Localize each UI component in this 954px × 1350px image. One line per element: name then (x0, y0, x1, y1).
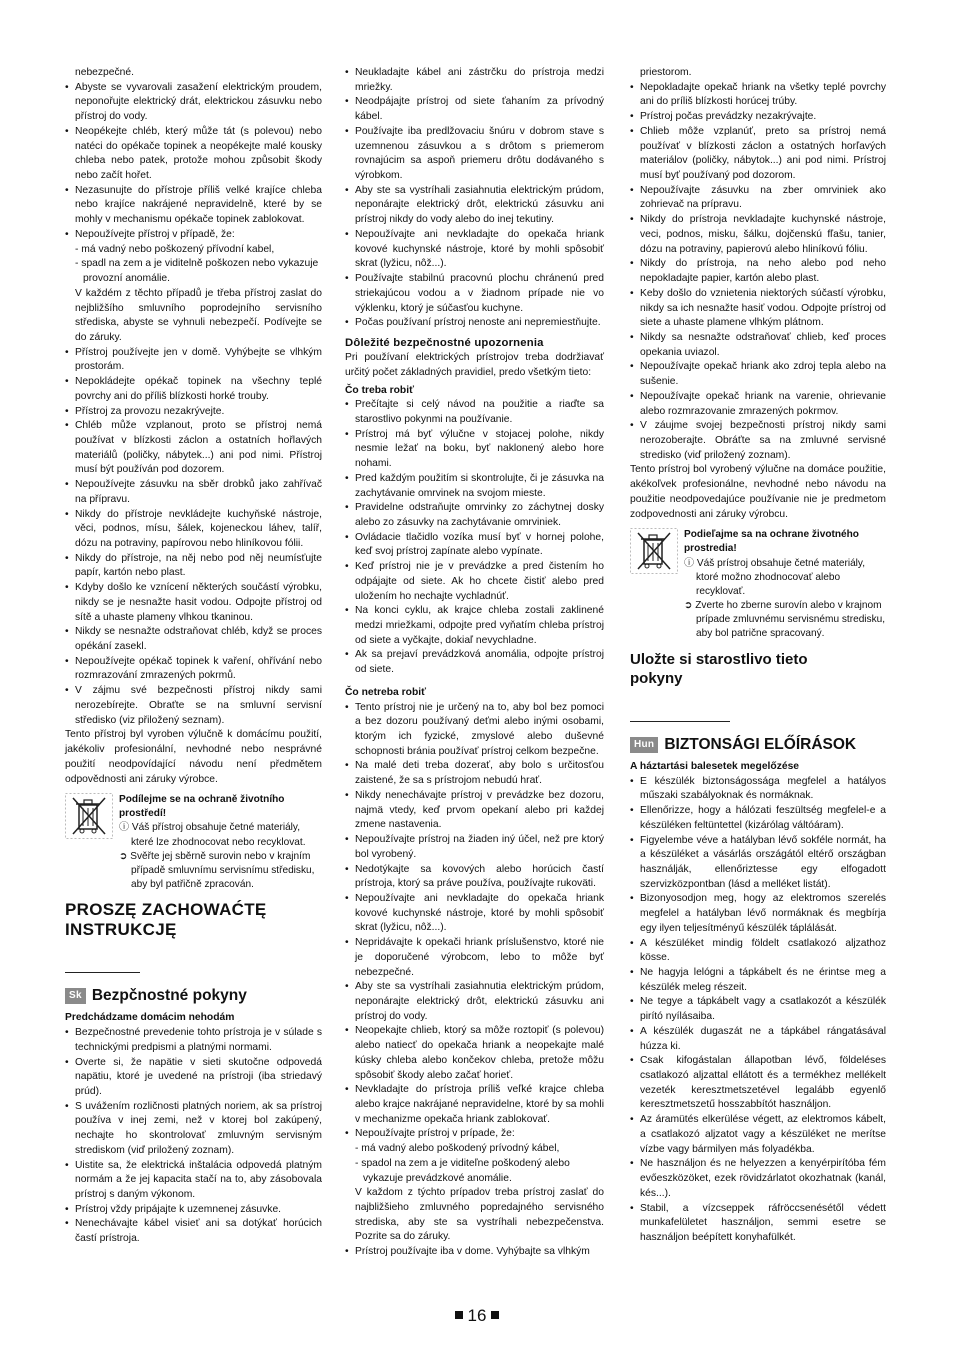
list-item: • Kdyby došlo ke vznícení některých součástí výrobku, nikdy se je nesnažte hasit vodou. Odpojte přístroj od sítě a uhaste plameny vlhkou tkaninou. (65, 581, 322, 625)
list-item: • Nepoužívajte opekač hriank na varenie, ohrievanie alebo rozmrazovanie zmrazených pokrmov. (630, 390, 886, 419)
sub-item: - spadol na zem a je viditeľne poškodený alebo vykazuje prevádzkové anomálie. (355, 1157, 570, 1184)
do-title: Čo treba robiť (345, 384, 415, 396)
environment-text (684, 528, 886, 641)
list-item: • Nenechávajte kábel visieť ani sa dotýkať horúcich častí prístroja. (65, 1217, 322, 1246)
environment-item: ⓘ Váš přístroj obsahuje četné materiály, které lze zhodnocovat nebo recyklovat. (119, 822, 306, 848)
dont-title: Čo netreba robiť (345, 686, 427, 698)
list-item: • Prístroj má byť výlučne v stojacej polohe, nikdy nesmie ležať na boku, byť naklonený alebo hore nohami. (345, 428, 604, 472)
list-item: • Nepridávajte k opekači hriank príslušenstvo, ktoré nie je doporučené výrobcom, lebo to môže byť nebezpečné. (345, 936, 604, 980)
environment-title: Podieľajme sa na ochrane životného prostredia! (684, 529, 859, 555)
list-item: • Ovládacie tlačidlo vozíka musí byť v hornej polohe, keď svoj prístroj zapínate alebo vypínate. (345, 531, 604, 560)
list-item: • Prístroj vždy pripájajte k uzemnenej zásuvke. (65, 1203, 322, 1218)
list-item: • Prístroj používajte iba v dome. Vyhýbajte sa vlhkým (345, 1245, 604, 1260)
list-item: • V zájmu své bezpečnosti přístroj nikdy sami nerozebírejte. Obraťte se na smluvní servisní středisko (viz přiložený seznam). (65, 684, 322, 728)
list-item: • Neopekajte chlieb, ktorý sa môže roztopiť (s polevou) alebo natiecť do opekača hriank a neopekajte malé kúsky chleba alebo končekov chleba, pretože môžu spôsobiť škody alebo začať horieť. (345, 1024, 604, 1083)
list-item: • Keď prístroj nie je v prevádzke a pred čistením ho odpájajte od siete. Ak ho chcete čistiť alebo pred uložením ho nechajte vychladnúť. (345, 560, 604, 604)
list-item: • Nepoužívajte opekač hriank ako zdroj tepla alebo na sušenie. (630, 360, 886, 389)
list-item: • Neopékejte chléb, který může tát (s polevou) nebo natéci do opékače topinek a neopékejte malé kousky chleba nebo patek, protože mohou způsobit škody nebo začít hořet. (65, 125, 322, 184)
list-item: • Na konci cyklu, ak krajce chleba zostali zaklinené medzi mriežkami, odpojte pred vyňatím chleba prístroj od siete a vyčkajte, dokiaľ nevychladne. (345, 604, 604, 648)
list-item: • Nikdy nenechávajte prístroj v prevádzke bez dozoru, najmä vtedy, keď prvom opekaní alebo pri každej zmene nastavenia. (345, 789, 604, 833)
list-item: • Přístroj za provozu nezakrývejte. (65, 405, 322, 420)
paragraph: V každom z týchto prípadov treba prístroj zaslať do najbližšieho zmluvného popredajného servisného strediska, aby ste sa vystríhali nebezpečenstva. Pozrite sa do záruky. (355, 1187, 604, 1243)
environment-item: ➲ Svěřte jej sběrně surovin nebo v krajním případě smluvnímu servisnímu středisku, aby byl patřičně zpracován. (119, 850, 315, 890)
list-item: • Az áramütés elkerülése végett, az elektromos kábelt, a csatlakozó aljzatot vagy a készüléket ne merítse vízbe vagy bármilyen más folyadékba. (630, 1113, 886, 1157)
list-item: • Bizonyosodjon meg, hogy az elektromos szerelés megfelel a hatályban lévő normáknak és megbírja egy ilyen teljesítményű készülék táplálását. (630, 892, 886, 936)
environment-item: ➲ Zverte ho zberne surovín alebo v krajnom prípade zmluvnému servisnému stredisku, aby bol patrične spracovaný. (684, 599, 886, 640)
list-item: • Nevkladajte do prístroja príliš veľké krajce chleba alebo krajce nakrájané nepravidelne, ktoré by sa mohli v mechanizme opekača hriank zablokovať. (345, 1083, 604, 1127)
list-item: • Nikdy se nesnažte odstraňovat chléb, když se proces opékání zasekl. (65, 625, 322, 654)
list-item: • Nikdy sa nesnažte odstraňovať chlieb, keď proces opekania uviazol. (630, 331, 886, 360)
list-item: • Nikdy do přístroje, na něj nebo pod něj neumísťujte papír, kartón nebo plast. (65, 552, 322, 581)
list-item: • Nepoužívejte přístroj v případě, že: (65, 228, 322, 243)
environment-text (119, 793, 322, 892)
list-item: • Neukladajte kábel ani zástrčku do prístroja medzi mriežky. (345, 66, 604, 95)
language-badge: Sk (65, 988, 86, 1004)
list-item: • Aby ste sa vystríhali zasiahnutia elektrickým prúdom, neponárajte elektrický drôt, elektrickú zásuvku ani prístroj nikdy do vody alebo do inej tekutiny. (345, 184, 604, 228)
bullet-list (65, 81, 322, 243)
bullet-list (345, 398, 604, 678)
list-item: • Nikdy do prístroja, na neho alebo pod neho nepokladajte papier, kartón alebo plast. (630, 257, 886, 286)
list-item: • Nepokladajte opekač hriank na všetky teplé povrchy ani do príliš blízkosti horúcej trúby. (630, 81, 886, 110)
list-item: • Aby ste sa vystríhali zasiahnutia elektrickým prúdom, neponárajte elektrický drôt, elektrickú zásuvku ani prístroj do vody. (345, 980, 604, 1024)
crossed-bin-icon (630, 528, 678, 574)
list-item: • Používajte iba predlžovaciu šnúru v dobrom stave s uzemnenou zásuvkou a s drôtom s priemerom rovnajúcim sa aspoň priemeru drôtu dodávaného s výrobkom. (345, 125, 604, 184)
list-item: • Neodpájajte prístroj od siete ťahaním za prívodný kábel. (345, 95, 604, 124)
square-icon (491, 1311, 499, 1319)
list-item: • Ak sa prejaví prevádzková anomália, odpojte prístroj od siete. (345, 648, 604, 677)
column-right (630, 66, 886, 1246)
bullet-list (345, 66, 604, 331)
list-item: • Chléb může vzplanout, proto se přístroj nemá používat v blízkosti záclon a ostatních hořlavých materiálů (poličky, nábytek...) ani pod nimi. Přístroj musí být používán pod dozorem. (65, 419, 322, 478)
list-item: • Prístroj počas prevádzky nezakrývajte. (630, 110, 886, 125)
list-item: • Pravidelne odstraňujte omrvinky zo záchytnej dosky alebo zo zásuvky na zachytávanie omrviniek. (345, 501, 604, 530)
list-item: • Overte si, že napätie v sieti skutočne odpovedá napätiu, ktoré je uvedené na prístroji (iba striedavý prúd). (65, 1056, 322, 1100)
list-item: • Stabil, a vízcseppek ráfröccsenésétől védett munkafelületet használjon, semmi esetre se használjon beépített konyhafülkét. (630, 1202, 886, 1246)
sub-item: - má vadný alebo poškodený prívodný kábel, (355, 1143, 560, 1155)
list-item: • Nepoužívejte zásuvku na sběr drobků jako zahřívač na přípravu. (65, 478, 322, 507)
list-item: • Nikdy do prístroja nevkladajte kuchynské nástroje, veci, podnos, misku, šálku, dojčenskú fľašu, tanier, dózu na potraviny, papierovú alebo hliníkovú fóliu. (630, 213, 886, 257)
paragraph: Tento přístroj byl vyroben výlučně k domácímu použití, jakékoliv profesionální, nevhodné nebo nesprávné použití neodpovídající návodu není předmětem odpovědnosti ani záruky výrobce. (65, 729, 322, 785)
section-heading (630, 734, 886, 756)
important-title: Dôležité bezpečnostné upozornenia (345, 336, 544, 349)
list-item: • Nepoužívajte prístroj na žiaden iný účel, než pre ktorý bol vyrobený. (345, 833, 604, 862)
page-number: 16 (467, 1306, 487, 1325)
list-item: • Nepoužívajte prístroj v prípade, že: (345, 1127, 604, 1142)
environment-item: ⓘ Váš prístroj obsahuje četné materiály, ktoré možno zhodnocovať alebo recyklovať. (684, 557, 866, 597)
list-item: • Ne használjon és ne helyezzen a kenyérpirítóba fém evőeszközöket, ezek rövidzárlatot okozhatnak (kanál, kés...). (630, 1157, 886, 1201)
list-item: • Uistite sa, že elektrická inštalácia odpovedá platným normám a že jej kapacita stačí na to, aby zásobovala prístroj s daným výkonom. (65, 1159, 322, 1203)
crossed-bin-icon (65, 793, 113, 839)
divider (630, 721, 730, 722)
bullet-list (65, 1026, 322, 1247)
list-item: • Ellenőrizze, hogy a hálózati feszültség megfelel-e a készüléken feltüntettel (kizárólag váltóáram). (630, 804, 886, 833)
paragraph: V každém z těchto případů je třeba přístroj zaslat do nejbližšího smluvního poprodejního servisního střediska, abyste se vyhnuli nebezpečí. Podívejte se do záruky. (75, 287, 322, 343)
list-item: • Ne tegye a tápkábelt vagy a csatlakozót a készülék pirító nyílásaiba. (630, 995, 886, 1024)
list-item: • Nikdy do přístroje nevkládejte kuchyňské nástroje, věci, podnos, mísu, šálek, kojeneckou láhev, talíř, dózu na potraviny, papírovou nebo hliníkovou fólii. (65, 508, 322, 552)
square-icon (455, 1311, 463, 1319)
column-left (65, 66, 322, 1247)
list-item: • Nepoužívejte opékač topinek k vaření, ohřívání nebo rozmrazování zmrazených pokrmů. (65, 655, 322, 684)
list-item: • Používajte stabilnú pracovnú plochu chránenú pred striekajúcou vodou a v žiadnom prípade nie vo výklenku, ktorý je súčasťou kuchyne. (345, 272, 604, 316)
subsection-title: Predchádzame domácim nehodám (65, 1012, 235, 1024)
bullet-list (345, 701, 604, 1143)
paragraph: priestorom. (640, 67, 692, 78)
sub-item: - spadl na zem a je viditelně poškozen nebo vykazuje provozní anomálie. (75, 258, 319, 285)
list-item: • A készülék dugaszát ne a tápkábel rángatásával húzza ki. (630, 1025, 886, 1054)
language-badge: Hun (630, 737, 658, 753)
list-item: • Prečítajte si celý návod na použitie a riaďte sa starostlivo pokynmi na používanie. (345, 398, 604, 427)
list-item: • Bezpečnostné prevedenie tohto prístroja je v súlade s technickými predpismi a platnými normami. (65, 1026, 322, 1055)
bullet-list (65, 346, 322, 729)
paragraph: Tento prístroj bol vyrobený výlučne na domáce použitie, akékoľvek profesionálne, nevhodné nebo návodu na použitie neodpovedajúce používanie nie je predmetom zodpovednosti ani záruky výrobcu. (630, 464, 886, 520)
list-item: • Nedotýkajte sa kovových alebo horúcich častí prístroja, ktorý sa práve používa, používajte rukoväti. (345, 863, 604, 892)
list-item: • Přístroj používejte jen v domě. Vyhýbejte se vlhkým prostorám. (65, 346, 322, 375)
list-item: • Figyelembe véve a hatályban lévő sokféle normát, ha a készüléket a vásárlás országától eltérő országban használják, ellenőriztesse egy elfogadott szervizközpontban (lásd a melléket listát). (630, 834, 886, 893)
list-item: • Nepoužívajte zásuvku na zber omrviniek ako zohrievač na prípravu. (630, 184, 886, 213)
divider (65, 972, 140, 973)
section-heading (65, 985, 322, 1007)
sub-item: - má vadný nebo poškozený přívodní kabel, (75, 243, 275, 255)
keep-instructions-title: Uložte si starostlivo tieto pokyny (630, 651, 808, 688)
environment-notice (630, 528, 886, 641)
bullet-list (345, 1245, 604, 1260)
list-item: • Ne hagyja lelógni a tápkábelt és ne érintse meg a készülék meleg részeit. (630, 966, 886, 995)
list-item: • Počas používaní prístroj nenoste ani nepremiestňujte. (345, 316, 604, 331)
column-middle (345, 66, 604, 1260)
list-item: • Pred každým použitím si skontrolujte, či je zásuvka na zachytávanie omrvinek na svojom mieste. (345, 472, 604, 501)
bullet-list (630, 775, 886, 1246)
paragraph: Pri používaní elektrických prístrojov treba dodržiavať určitý počet základných pravidiel, predo všetkým tieto: (345, 352, 604, 378)
section-title: Bezpčnostné pokyny (91, 987, 247, 1005)
list-item: • Nepokládejte opékač topinek na všechny teplé povrchy ani do příliš blízkosti horké trouby. (65, 375, 322, 404)
list-item: • Keby došlo do vznietenia niektorých súčastí výrobku, nikdy sa ich nesnažte hasiť vodou. Odpojte prístroj od siete a uhaste plamene vlhkým plátnom. (630, 287, 886, 331)
list-item: • A készüléket mindig földelt csatlakozó aljzathoz kösse. (630, 937, 886, 966)
page-footer (0, 1306, 954, 1326)
list-item: • Nezasunujte do přístroje příliš velké krajíce chleba nebo krajíce nakrájené nepravidelně, které by se mohly v mechanismu opékače topinek zablokovat. (65, 184, 322, 228)
list-item: • Tento prístroj nie je určený na to, aby bol bez pomoci a bez dozoru používaný deťmi alebo inými osobami, ktorým ich fyzické, zmyslové alebo duševné schopnosti bránia používať prístroj celkom bezpečne. (345, 701, 604, 760)
list-item: • S uvážením rozličnosti platných noriem, ak sa prístroj používa v inej zemi, než v ktorej bol zakúpený, nechajte ho skontrolovať zmluvným servisným strediskom (viď priložený zoznam). (65, 1100, 322, 1159)
environment-notice (65, 793, 322, 892)
environment-title: Podílejme se na ochraně životního prostředí! (119, 794, 285, 820)
list-item: • Nepoužívajte ani nevkladajte do opekača hriank kovové kuchynské nástroje, ktoré by mohli spôsobiť skrat (lyžicu, nôž...). (345, 892, 604, 936)
list-item: • Abyste se vyvarovali zasažení elektrickým proudem, neponořujte elektrický drát, elektrickou zásuvku nebo přístroj do vody. (65, 81, 322, 125)
list-item: • Nepoužívajte ani nevkladajte do opekača hriank kovové kuchynské nástroje, ktoré by mohli spôsobiť skrat (lyžicu, nôž...). (345, 228, 604, 272)
keep-instructions-title: PROSZĘ ZACHOWAĆTĘ INSTRUKCJĘ (65, 900, 267, 940)
list-item: • E készülék biztonságossága megfelel a hatályos műszaki szabályoknak és normáknak. (630, 775, 886, 804)
list-item: • Csak kifogástalan állapotban lévő, földeléses csatlakozó aljzattal ellátott és a termékhez mellékelt vezeték keresztmetszetével legalább egyenlő keresztmetszetű hosszabbítót használjon. (630, 1054, 886, 1113)
section-title: BIZTONSÁGI ELŐÍRÁSOK (664, 735, 857, 753)
list-item: • Chlieb môže vzplanúť, preto sa prístroj nemá používať v blízkosti záclon a ostatných horľavých materiálov (poličky, nábytok...) ani pod nimi. Prístroj musí byť používaný pod dozorom. (630, 125, 886, 184)
subsection-title: A háztartási balesetek megelőzése (630, 760, 800, 772)
list-item: • Na malé deti treba dozerať, aby bolo s určitosťou zaistené, že sa s prístrojom nebudú hrať. (345, 759, 604, 788)
paragraph: nebezpečné. (75, 67, 134, 78)
bullet-list (630, 81, 886, 464)
list-item: • V záujme svojej bezpečnosti prístroj nikdy sami nerozoberajte. Obráťte sa na zmluvné servisné stredisko (viď priložený zoznam). (630, 419, 886, 463)
